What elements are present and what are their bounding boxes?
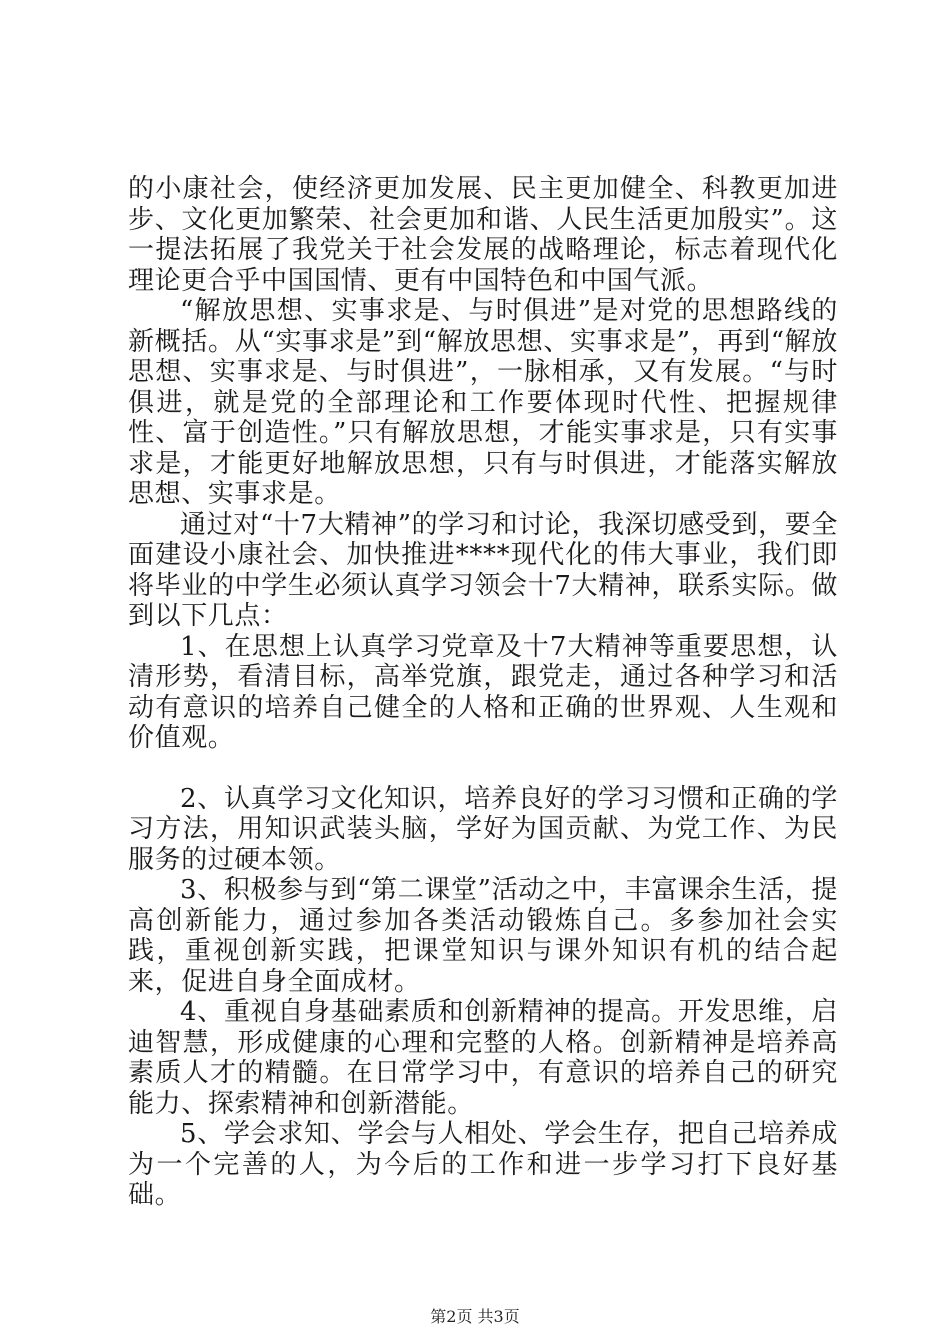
list-item-3: 3、积极参与到“第二课堂”活动之中，丰富课余生活，提高创新能力，通过参加各类活动锻炼自己。多参加社会实践，重视创新实践，把课堂知识与课外知识有机的结合起来，促进自身全面成材。	[128, 875, 838, 997]
document-body	[128, 174, 838, 1211]
list-item-5: 5、学会求知、学会与人相处、学会生存，把自己培养成为一个完善的人，为今后的工作和进一步学习打下良好基础。	[128, 1119, 838, 1210]
list-item-2: 2、认真学习文化知识，培养良好的学习习惯和正确的学习方法，用知识武装头脑，学好为国贡献、为党工作、为民服务的过硬本领。	[128, 783, 838, 875]
list-item-4: 4、重视自身基础素质和创新精神的提高。开发思维，启迪智慧，形成健康的心理和完整的人格。创新精神是培养高素质人才的精髓。在日常学习中，有意识的培养自己的研究能力、探索精神和创新潜能。	[128, 997, 838, 1119]
paragraph-ideological-line: “解放思想、实事求是、与时俱进”是对党的思想路线的新概括。从“实事求是”到“解放思想、实事求是”，再到“解放思想、实事求是、与时俱进”，一脉相承，又有发展。“与时俱进，就是党的全部理论和工作要体现时代性、把握规律性、富于创造性。”只有解放思想，才能实事求是，只有实事求是，才能更好地解放思想，只有与时俱进，才能落实解放思想、实事求是。	[128, 296, 838, 509]
page-number-footer: 第2页 共3页	[430, 1307, 520, 1326]
paragraph-learning-reflection: 通过对“十7大精神”的学习和讨论，我深切感受到，要全面建设小康社会、加快推进****现代化的伟大事业，我们即将毕业的中学生必须认真学习领会十7大精神，联系实际。做到以下几点：	[128, 509, 838, 631]
list-item-1: 1、在思想上认真学习党章及十7大精神等重要思想，认清形势，看清目标，高举党旗，跟党走，通过各种学习和活动有意识的培养自己健全的人格和正确的世界观、人生观和价值观。	[128, 631, 838, 753]
paragraph-continuation: 的小康社会，使经济更加发展、民主更加健全、科教更加进步、文化更加繁荣、社会更加和谐、人民生活更加殷实”。这一提法拓展了我党关于社会发展的战略理论，标志着现代化理论更合乎中国国情、更有中国特色和中国气派。	[128, 174, 838, 296]
